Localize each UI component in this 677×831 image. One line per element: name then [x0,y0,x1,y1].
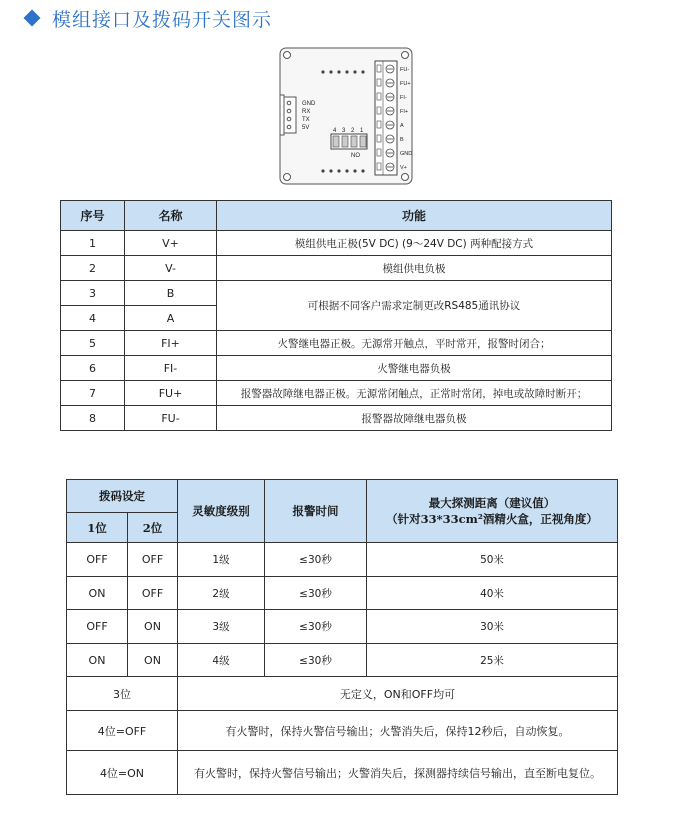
row-name: B [125,281,217,306]
alarm-time: ≤30秒 [265,644,367,677]
sensitivity-level: 3级 [178,610,265,644]
table-row [67,644,618,677]
terminal-pin-fi-minus: FI- [400,95,407,101]
terminal-pin-v-plus: V+ [400,165,407,171]
row-function: 报警器故障继电器正极。无源常闭触点，正常时常闭，掉电或故障时断开； [217,381,612,406]
dip-note-label: 4位=OFF [67,711,178,751]
dip-pos1-value: ON [67,577,128,610]
table-row [67,543,618,577]
header-sensitivity: 灵敏度级别 [178,480,265,543]
header-max-distance-line1: 最大探测距离（建议值） [428,496,556,510]
row-name: FU- [125,406,217,431]
uart-pin-gnd: GND [302,101,316,107]
dip-pos2-value: OFF [128,577,178,610]
mount-hole-bl [284,174,291,181]
dip-pos2-value: ON [128,644,178,677]
row-no: 5 [61,331,125,356]
module-board-diagram [279,47,413,185]
header-dip-setting: 拨码设定 [67,480,178,513]
row-name: FU+ [125,381,217,406]
mount-hole-br [402,174,409,181]
alarm-time: ≤30秒 [265,543,367,577]
terminal-block [375,61,397,175]
row-name: V+ [125,231,217,256]
table-row [61,256,612,281]
board-svg [279,47,413,185]
alarm-time: ≤30秒 [265,577,367,610]
header-pos1: 1位 [67,513,128,543]
max-distance: 25米 [367,644,618,677]
table-row [61,406,612,431]
header-function: 功能 [217,201,612,231]
header-pos2: 2位 [128,513,178,543]
table-row [61,331,612,356]
row-no: 4 [61,306,125,331]
dip-note-text: 无定义，ON和OFF均可 [178,677,618,711]
table-row [67,677,618,711]
row-function: 火警继电器负极 [217,356,612,381]
terminal-pin-fi-plus: FI+ [400,109,409,115]
sensitivity-level: 1级 [178,543,265,577]
terminal-pin-a: A [400,123,404,129]
table-row [67,751,618,795]
interface-table [60,200,612,431]
row-no: 7 [61,381,125,406]
section-title: 模组接口及拨码开关图示 [52,8,273,31]
mount-hole-tr [402,52,409,59]
row-function: 模组供电正极(5V DC) (9～24V DC) 两种配接方式 [217,231,612,256]
header-no: 序号 [61,201,125,231]
table-row [61,281,612,306]
dip-note-text: 有火警时，保持火警信号输出；火警消失后，保持12秒后，自动恢复。 [178,711,618,751]
row-function: 模组供电负极 [217,256,612,281]
uart-pin-tx: TX [302,117,310,123]
row-no: 1 [61,231,125,256]
sensitivity-level: 4级 [178,644,265,677]
dip-number-2: 2 [351,128,355,134]
row-no: 3 [61,281,125,306]
terminal-pin-fu-minus: FU- [400,67,410,73]
row-no: 6 [61,356,125,381]
table-row [67,711,618,751]
section-heading [24,4,272,32]
header-max-distance [367,480,618,543]
dip-number-3: 3 [342,128,346,134]
uart-pin-5v: 5V [302,125,310,131]
interface-table-header [61,201,612,231]
terminal-pin-b: B [400,137,404,143]
terminal-pin-fu-plus: FU+ [400,81,411,87]
table-row [61,381,612,406]
row-name: A [125,306,217,331]
sensitivity-level: 2级 [178,577,265,610]
row-no: 8 [61,406,125,431]
terminal-pin-gnd: GND [400,151,413,157]
dip-pos1-value: OFF [67,543,128,577]
table-row [61,231,612,256]
max-distance: 30米 [367,610,618,644]
table-row [61,356,612,381]
max-distance: 40米 [367,577,618,610]
header-alarm-time: 报警时间 [265,480,367,543]
row-function-merged: 可根据不同客户需求定制更改RS485通讯协议 [217,281,612,331]
dip-note-text: 有火警时，保持火警信号输出；火警消失后，探测器持续信号输出，直至断电复位。 [178,751,618,795]
dip-pos1-value: OFF [67,610,128,644]
dip-pos2-value: OFF [128,543,178,577]
dip-note-label: 4位=ON [67,751,178,795]
row-name: FI- [125,356,217,381]
row-name: V- [125,256,217,281]
table-row [67,577,618,610]
dip-number-4: 4 [333,128,337,134]
dip-number-1: 1 [360,128,364,134]
diamond-bullet-icon [24,10,41,27]
dip-note-label: 3位 [67,677,178,711]
row-function: 火警继电器正极。无源常开触点，平时常开，报警时闭合； [217,331,612,356]
dip-setting-table [66,479,618,795]
dip-pos2-value: ON [128,610,178,644]
dip-table-header-row1 [67,480,618,513]
row-no: 2 [61,256,125,281]
header-max-distance-line2: （针对33*33cm²酒精火盒，正视角度） [386,512,598,526]
table-row [67,610,618,644]
row-function: 报警器故障继电器负极 [217,406,612,431]
uart-pin-rx: RX [302,109,311,115]
row-name: FI+ [125,331,217,356]
header-name: 名称 [125,201,217,231]
dip-on-label: NO [351,153,360,159]
dip-pos1-value: ON [67,644,128,677]
mount-hole-tl [284,52,291,59]
alarm-time: ≤30秒 [265,610,367,644]
max-distance: 50米 [367,543,618,577]
